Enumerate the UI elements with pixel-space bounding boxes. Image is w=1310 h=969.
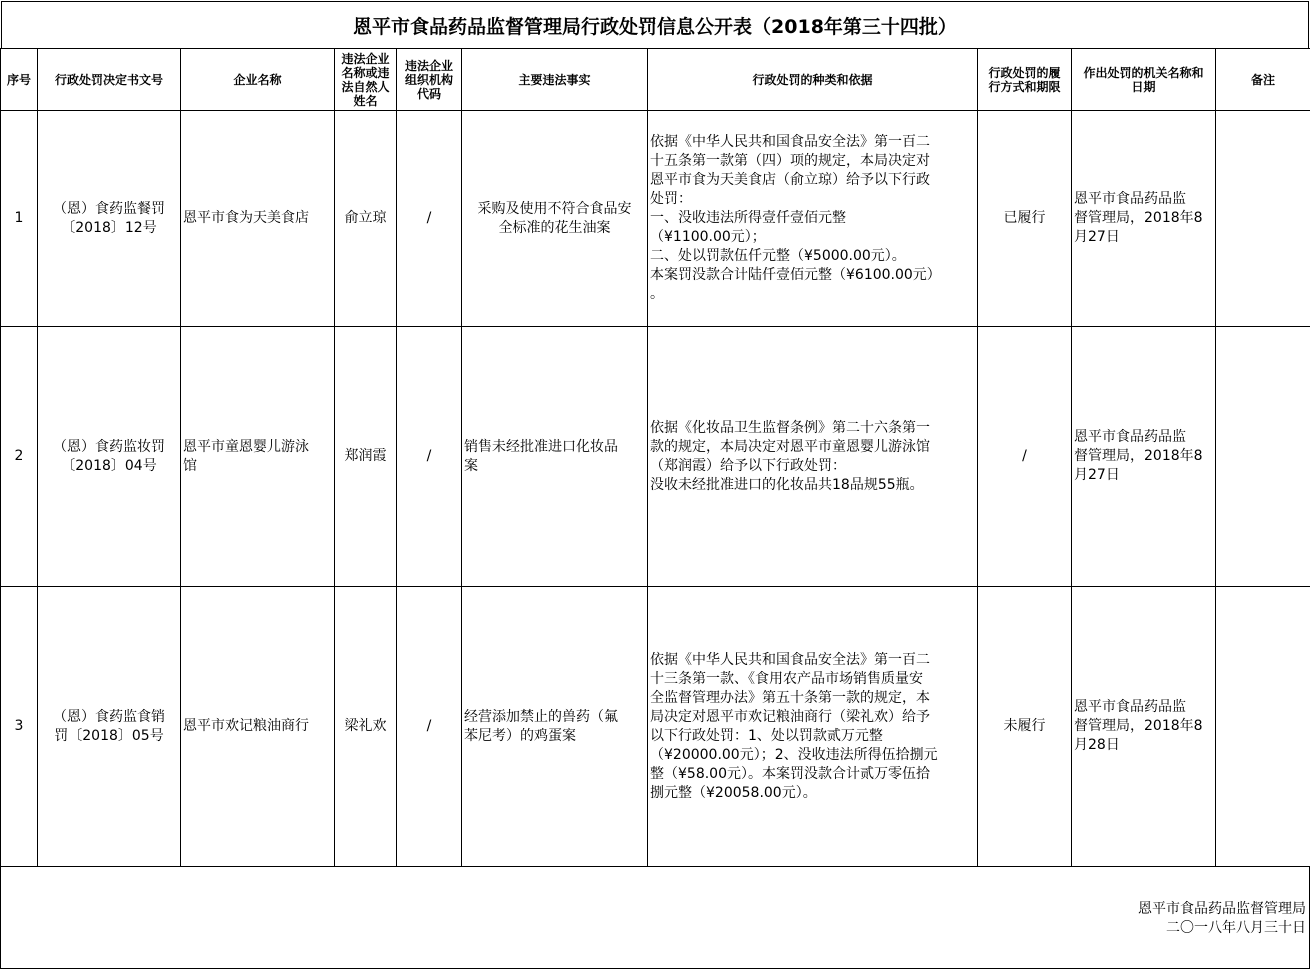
text-line: 十三条第一款、《食用农产品市场销售质量安 bbox=[650, 670, 923, 687]
text-line: 。 bbox=[650, 286, 664, 302]
text-line: 恩平市食品药品监 bbox=[1074, 699, 1186, 715]
cell-doc-no bbox=[38, 327, 181, 587]
text-line: 督管理局，2018年8 bbox=[1074, 448, 1203, 464]
cell-doc-no bbox=[38, 587, 181, 867]
header-org-code bbox=[397, 49, 462, 111]
text-line: 苯尼考）的鸡蛋案 bbox=[464, 727, 576, 744]
text-line: 没收未经批准进口的化妆品共18品规55瓶。 bbox=[650, 476, 924, 493]
footer-org: 恩平市食品药品监督管理局 bbox=[1138, 901, 1306, 917]
table-row bbox=[1, 111, 1310, 327]
header-facts: 主要违法事实 bbox=[462, 49, 648, 111]
text-line: 组织机构 bbox=[404, 72, 453, 87]
cell-person: 梁礼欢 bbox=[335, 587, 397, 867]
text-line: 整（¥58.00元）。本案罚没款合计贰万零伍拾 bbox=[650, 765, 930, 782]
cell-authority bbox=[1072, 327, 1216, 587]
cell-authority bbox=[1072, 111, 1216, 327]
text-line: 馆 bbox=[183, 457, 197, 474]
cell-fulfill: 已履行 bbox=[978, 111, 1072, 327]
text-line: 十五条第一款第（四）项的规定，本局决定对 bbox=[650, 153, 930, 169]
text-line: 依据《化妆品卫生监督条例》第二十六条第一 bbox=[650, 419, 930, 436]
cell-seq: 1 bbox=[1, 111, 38, 327]
header-remark: 备注 bbox=[1216, 49, 1310, 111]
header-person bbox=[335, 49, 397, 111]
text-line: 月27日 bbox=[1074, 467, 1120, 483]
text-line: 违法企业 bbox=[404, 58, 453, 73]
text-line: 以下行政处罚：1、处以罚款贰万元整 bbox=[650, 727, 883, 744]
cell-facts bbox=[462, 327, 648, 587]
text-line: 姓名 bbox=[353, 93, 378, 108]
cell-person: 郑润霞 bbox=[335, 327, 397, 587]
text-line: 行方式和期限 bbox=[988, 79, 1061, 94]
text-line: （郑润霞）给予以下行政处罚： bbox=[650, 457, 846, 474]
text-line: 全监督管理办法》第五十条第一款的规定，本 bbox=[650, 689, 930, 706]
text-line: 采购及使用不符合食品安 bbox=[477, 200, 632, 217]
text-line: 依据《中华人民共和国食品安全法》第一百二 bbox=[650, 651, 930, 668]
header-fulfill bbox=[978, 49, 1072, 111]
cell-org-code: / bbox=[397, 587, 462, 867]
cell-seq: 2 bbox=[1, 327, 38, 587]
text-line: 日期 bbox=[1131, 79, 1156, 94]
text-line: （恩）食药监食销 bbox=[53, 708, 165, 725]
text-line: 月27日 bbox=[1074, 229, 1120, 245]
text-line: 局决定对恩平市欢记粮油商行（梁礼欢）给予 bbox=[650, 708, 930, 725]
text-line: 依据《中华人民共和国食品安全法》第一百二 bbox=[650, 134, 930, 150]
text-line: 作出处罚的机关名称和 bbox=[1083, 65, 1204, 80]
cell-facts bbox=[462, 111, 648, 327]
text-line: 恩平市食为天美食店（俞立琼）给予以下行政 bbox=[650, 172, 930, 188]
header-doc-no: 行政处罚决定书文号 bbox=[38, 49, 181, 111]
footer-area bbox=[0, 866, 1310, 969]
header-penalty: 行政处罚的种类和依据 bbox=[648, 49, 978, 111]
text-line: 捌元整（¥20058.00元）。 bbox=[650, 784, 817, 801]
text-line: 恩平市童恩婴儿游泳 bbox=[183, 438, 309, 455]
text-line: 〔2018〕12号 bbox=[61, 219, 157, 236]
header-company: 企业名称 bbox=[181, 49, 335, 111]
text-line: 代码 bbox=[416, 86, 441, 101]
cell-company: 恩平市欢记粮油商行 bbox=[181, 587, 335, 867]
text-line: （¥1100.00元）； bbox=[650, 229, 766, 245]
cell-org-code: / bbox=[397, 327, 462, 587]
text-line: 行政处罚的履 bbox=[988, 65, 1061, 80]
text-line: 一、没收违法所得壹仟壹佰元整 bbox=[650, 210, 846, 226]
cell-company bbox=[181, 327, 335, 587]
text-line: 本案罚没款合计陆仟壹佰元整（¥6100.00元） bbox=[650, 267, 941, 283]
text-line: 全标准的花生油案 bbox=[498, 219, 611, 236]
text-line: 处罚： bbox=[650, 191, 692, 207]
cell-facts bbox=[462, 587, 648, 867]
text-line: 月28日 bbox=[1074, 737, 1120, 753]
text-line: 法自然人 bbox=[341, 79, 390, 94]
text-line: 〔2018〕04号 bbox=[61, 457, 157, 474]
text-line: 督管理局，2018年8 bbox=[1074, 210, 1203, 226]
cell-seq: 3 bbox=[1, 587, 38, 867]
text-line: 督管理局，2018年8 bbox=[1074, 718, 1203, 734]
cell-remark bbox=[1216, 111, 1310, 327]
text-line: 恩平市食品药品监 bbox=[1074, 429, 1186, 445]
cell-penalty bbox=[648, 327, 978, 587]
cell-company: 恩平市食为天美食店 bbox=[181, 111, 335, 327]
text-line: 罚〔2018〕05号 bbox=[54, 727, 164, 744]
header-seq: 序号 bbox=[1, 49, 38, 111]
header-row bbox=[1, 49, 1310, 111]
text-line: 违法企业 bbox=[341, 51, 390, 66]
cell-authority bbox=[1072, 587, 1216, 867]
footer-date: 二〇一八年八月三十日 bbox=[1166, 920, 1306, 936]
text-line: 名称或违 bbox=[341, 65, 390, 80]
text-line: 恩平市食品药品监 bbox=[1074, 191, 1186, 207]
table-row bbox=[1, 587, 1310, 867]
header-authority bbox=[1072, 49, 1216, 111]
text-line: 二、处以罚款伍仟元整（¥5000.00元）。 bbox=[650, 248, 906, 264]
cell-remark bbox=[1216, 587, 1310, 867]
cell-penalty bbox=[648, 111, 978, 327]
cell-doc-no bbox=[38, 111, 181, 327]
table-row bbox=[1, 327, 1310, 587]
signature-block bbox=[1138, 900, 1306, 938]
cell-fulfill: 未履行 bbox=[978, 587, 1072, 867]
cell-penalty bbox=[648, 587, 978, 867]
cell-remark bbox=[1216, 327, 1310, 587]
text-line: （恩）食药监餐罚 bbox=[53, 200, 165, 217]
text-line: （¥20000.00元）；2、没收违法所得伍拾捌元 bbox=[650, 746, 938, 763]
cell-fulfill: / bbox=[978, 327, 1072, 587]
text-line: 款的规定，本局决定对恩平市童恩婴儿游泳馆 bbox=[650, 438, 930, 455]
text-line: 案 bbox=[464, 457, 478, 474]
cell-person: 俞立琼 bbox=[335, 111, 397, 327]
cell-org-code: / bbox=[397, 111, 462, 327]
page-title: 恩平市食品药品监督管理局行政处罚信息公开表（2018年第三十四批） bbox=[1, 1, 1309, 48]
penalty-table bbox=[0, 48, 1310, 867]
text-line: （恩）食药监妆罚 bbox=[53, 438, 165, 455]
text-line: 经营添加禁止的兽药（氟 bbox=[464, 708, 618, 725]
text-line: 销售未经批准进口化妆品 bbox=[464, 438, 618, 455]
